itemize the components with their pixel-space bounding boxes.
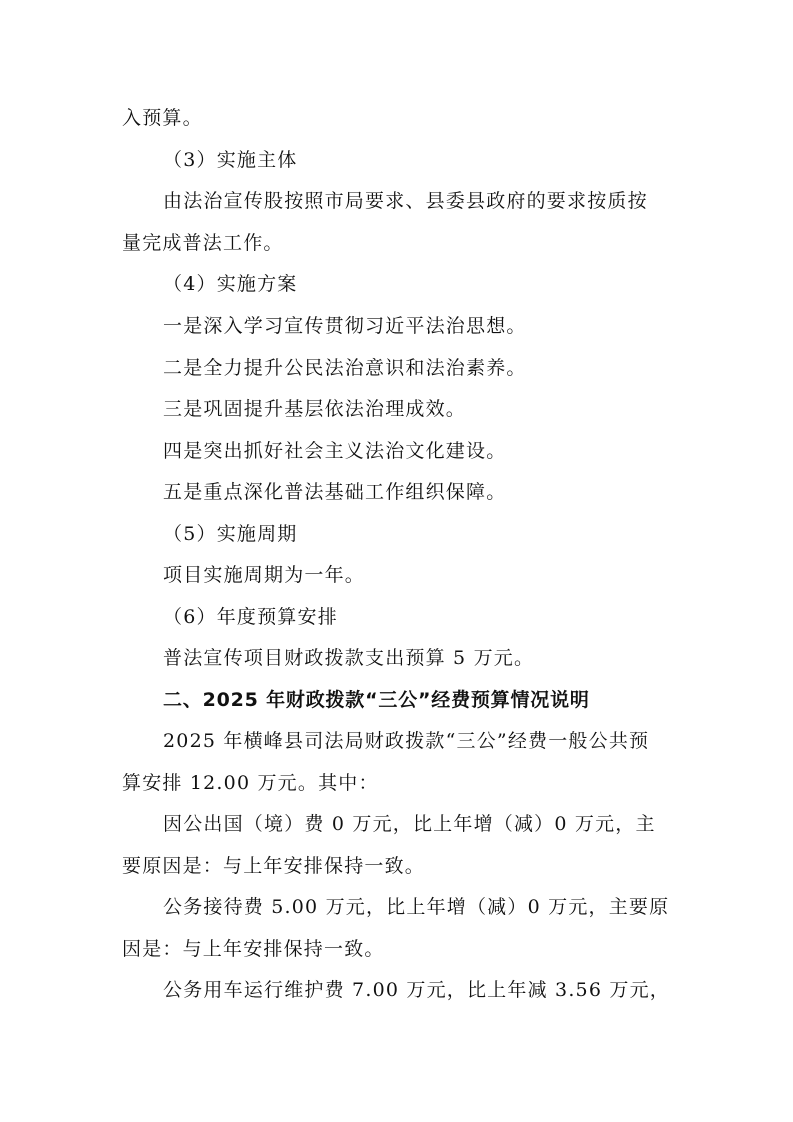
paragraph-line: 因公出国（境）费 0 万元，比上年增（减）0 万元，主 [163, 813, 656, 835]
paragraph-line: 公务接待费 5.00 万元，比上年增（减）0 万元，主要原 [163, 896, 670, 918]
section-subheading: （3）实施主体 [163, 149, 298, 171]
list-item: 三是巩固提升基层依法治理成效。 [163, 398, 467, 420]
paragraph-line: 2025 年横峰县司法局财政拨款“三公”经费一般公共预 [163, 730, 650, 752]
paragraph-line: 由法治宣传股按照市局要求、县委县政府的要求按质按 [163, 190, 648, 212]
paragraph-line: 项目实施周期为一年。 [163, 564, 366, 586]
section-subheading: （5）实施周期 [163, 523, 298, 545]
list-item: 一是深入学习宣传贯彻习近平法治思想。 [163, 315, 527, 337]
paragraph-line: 要原因是：与上年安排保持一致。 [122, 855, 426, 877]
list-item: 二是全力提升公民法治意识和法治素养。 [163, 357, 527, 379]
list-item: 五是重点深化普法基础工作组织保障。 [163, 481, 507, 503]
list-item: 四是突出抓好社会主义法治文化建设。 [163, 440, 507, 462]
paragraph-line: 公务用车运行维护费 7.00 万元，比上年减 3.56 万元， [163, 979, 670, 1001]
section-heading: 二、2025 年财政拨款“三公”经费预算情况说明 [163, 689, 590, 711]
text-line: 入预算。 [122, 107, 203, 129]
section-subheading: （4）实施方案 [163, 273, 298, 295]
paragraph-line: 普法宣传项目财政拨款支出预算 5 万元。 [163, 647, 535, 669]
text-line: 量完成普法工作。 [122, 232, 284, 254]
paragraph-line: 因是：与上年安排保持一致。 [122, 938, 385, 960]
section-subheading: （6）年度预算安排 [163, 606, 338, 628]
paragraph-line: 算安排 12.00 万元。其中： [122, 772, 379, 794]
